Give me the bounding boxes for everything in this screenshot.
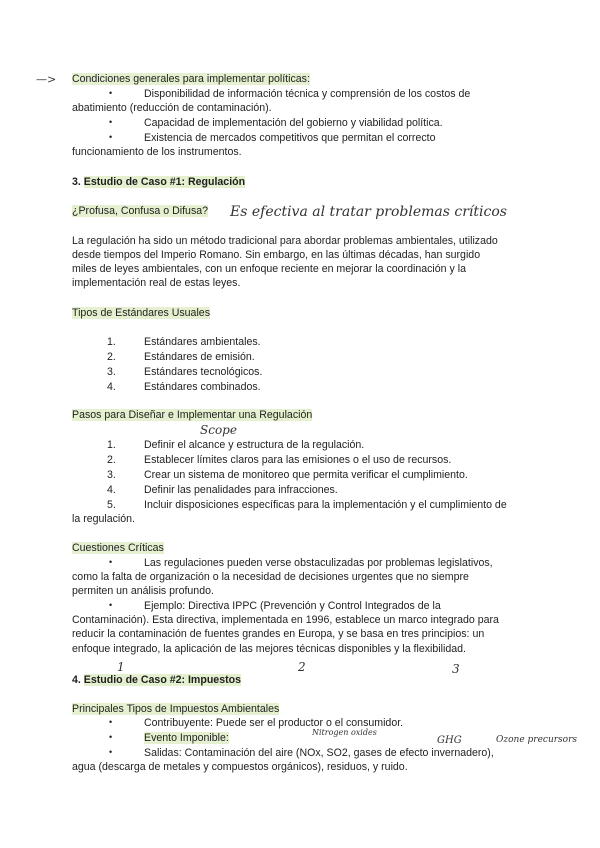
handwritten-number: 1	[117, 660, 125, 674]
critical-2-line4: enfoque integrado, la aplicación de las mejores técnicas disponibles y la flexibilidad.	[72, 643, 466, 655]
handwritten-scope-note: Scope	[200, 423, 237, 437]
bullet-icon: •	[109, 117, 113, 127]
list-number: 1.	[107, 336, 116, 348]
case1-question: ¿Profusa, Confusa o Difusa?	[72, 205, 209, 217]
list-number: 3.	[107, 469, 116, 481]
bullet-icon: •	[109, 747, 113, 757]
list-number: 3.	[107, 366, 116, 378]
critical-2-line3: reducir la contaminación de fuentes grandes en Europa, y se basa en tres principios: un	[72, 628, 485, 640]
condition-3-line1: Existencia de mercados competitivos que permitan el correcto	[144, 132, 436, 144]
condition-1-line2: abatimiento (reducción de contaminación).	[72, 102, 272, 114]
step-item: Definir el alcance y estructura de la regulación.	[144, 439, 365, 451]
case1-heading: 3. Estudio de Caso #1: Regulación	[72, 176, 246, 188]
handwritten-number: 2	[298, 660, 306, 674]
steps-title: Pasos para Diseñar e Implementar una Regulación	[72, 409, 313, 421]
handwritten-note-efectiva: Es efectiva al tratar problemas críticos	[230, 204, 507, 220]
critical-1-line1: Las regulaciones pueden verse obstaculizadas por problemas legislativos,	[144, 557, 493, 569]
bullet-icon: •	[109, 717, 113, 727]
bullet-icon: •	[109, 132, 113, 142]
step-item: Establecer límites claros para las emisiones o el uso de recursos.	[144, 454, 452, 466]
handwritten-ozone-note: Ozone precursors	[496, 735, 578, 745]
bullet-icon: •	[109, 557, 113, 567]
handwritten-number: 3	[452, 662, 460, 676]
critical-issues-title: Cuestiones Críticas	[72, 542, 164, 554]
standard-item: Estándares combinados.	[144, 381, 261, 393]
tax-type-3-line1: Salidas: Contaminación del aire (NOx, SO2, gases de efecto invernadero),	[144, 747, 494, 759]
handwritten-ghg-note: GHG	[437, 735, 462, 746]
condition-1-line1: Disponibilidad de información técnica y comprensión de los costos de	[144, 88, 471, 100]
list-number: 5.	[107, 499, 116, 511]
list-number: 2.	[107, 454, 116, 466]
arrow-annotation: —>	[36, 73, 57, 86]
standards-title: Tipos de Estándares Usuales	[72, 307, 210, 319]
condition-3-line2: funcionamiento de los instrumentos.	[72, 146, 242, 158]
critical-1-line2: como la falta de organización o la necesidad de decisiones urgentes que no siempre	[72, 571, 469, 583]
list-number: 4.	[107, 484, 116, 496]
bullet-icon: •	[109, 732, 113, 742]
condition-2: Capacidad de implementación del gobierno y viabilidad política.	[144, 117, 443, 129]
case1-paragraph-line2: desde tiempos del Imperio Romano. Sin embargo, en las últimas décadas, han surgido	[72, 249, 481, 261]
standard-item: Estándares de emisión.	[144, 351, 255, 363]
case1-paragraph-line4: implementación real de estas leyes.	[72, 277, 241, 289]
tax-type-2: Evento Imponible:	[144, 732, 229, 744]
conditions-title: Condiciones generales para implementar políticas:	[72, 73, 310, 85]
step-item-continued: la regulación.	[72, 513, 136, 525]
bullet-icon: •	[109, 88, 113, 98]
critical-2-line2: Contaminación). Esta directiva, implementada en 1996, establece un marco integrado para	[72, 614, 499, 626]
handwritten-nitrogen-note: Nitrogen oxides	[312, 728, 377, 737]
critical-1-line3: permiten un análisis profundo.	[72, 585, 214, 597]
step-item: Incluir disposiciones específicas para la implementación y el cumplimiento de	[144, 499, 507, 511]
list-number: 1.	[107, 439, 116, 451]
bullet-icon: •	[109, 600, 113, 610]
case1-paragraph-line3: miles de leyes ambientales, con un enfoque reciente en mejorar la coordinación y la	[72, 263, 466, 275]
standard-item: Estándares tecnológicos.	[144, 366, 263, 378]
critical-2-line1: Ejemplo: Directiva IPPC (Prevención y Control Integrados de la	[144, 600, 441, 612]
step-item: Crear un sistema de monitoreo que permita verificar el cumplimiento.	[144, 469, 468, 481]
list-number: 4.	[107, 381, 116, 393]
case1-paragraph-line1: La regulación ha sido un método tradicional para abordar problemas ambientales, utilizado	[72, 235, 498, 247]
step-item: Definir las penalidades para infracciones.	[144, 484, 338, 496]
list-number: 2.	[107, 351, 116, 363]
standard-item: Estándares ambientales.	[144, 336, 261, 348]
tax-type-1: Contribuyente: Puede ser el productor o el consumidor.	[144, 717, 404, 729]
tax-types-title: Principales Tipos de Impuestos Ambientales	[72, 703, 280, 715]
tax-type-3-line2: agua (descarga de metales y compuestos orgánicos), residuos, y ruido.	[72, 761, 408, 773]
case2-heading: 4. Estudio de Caso #2: Impuestos	[72, 674, 241, 686]
